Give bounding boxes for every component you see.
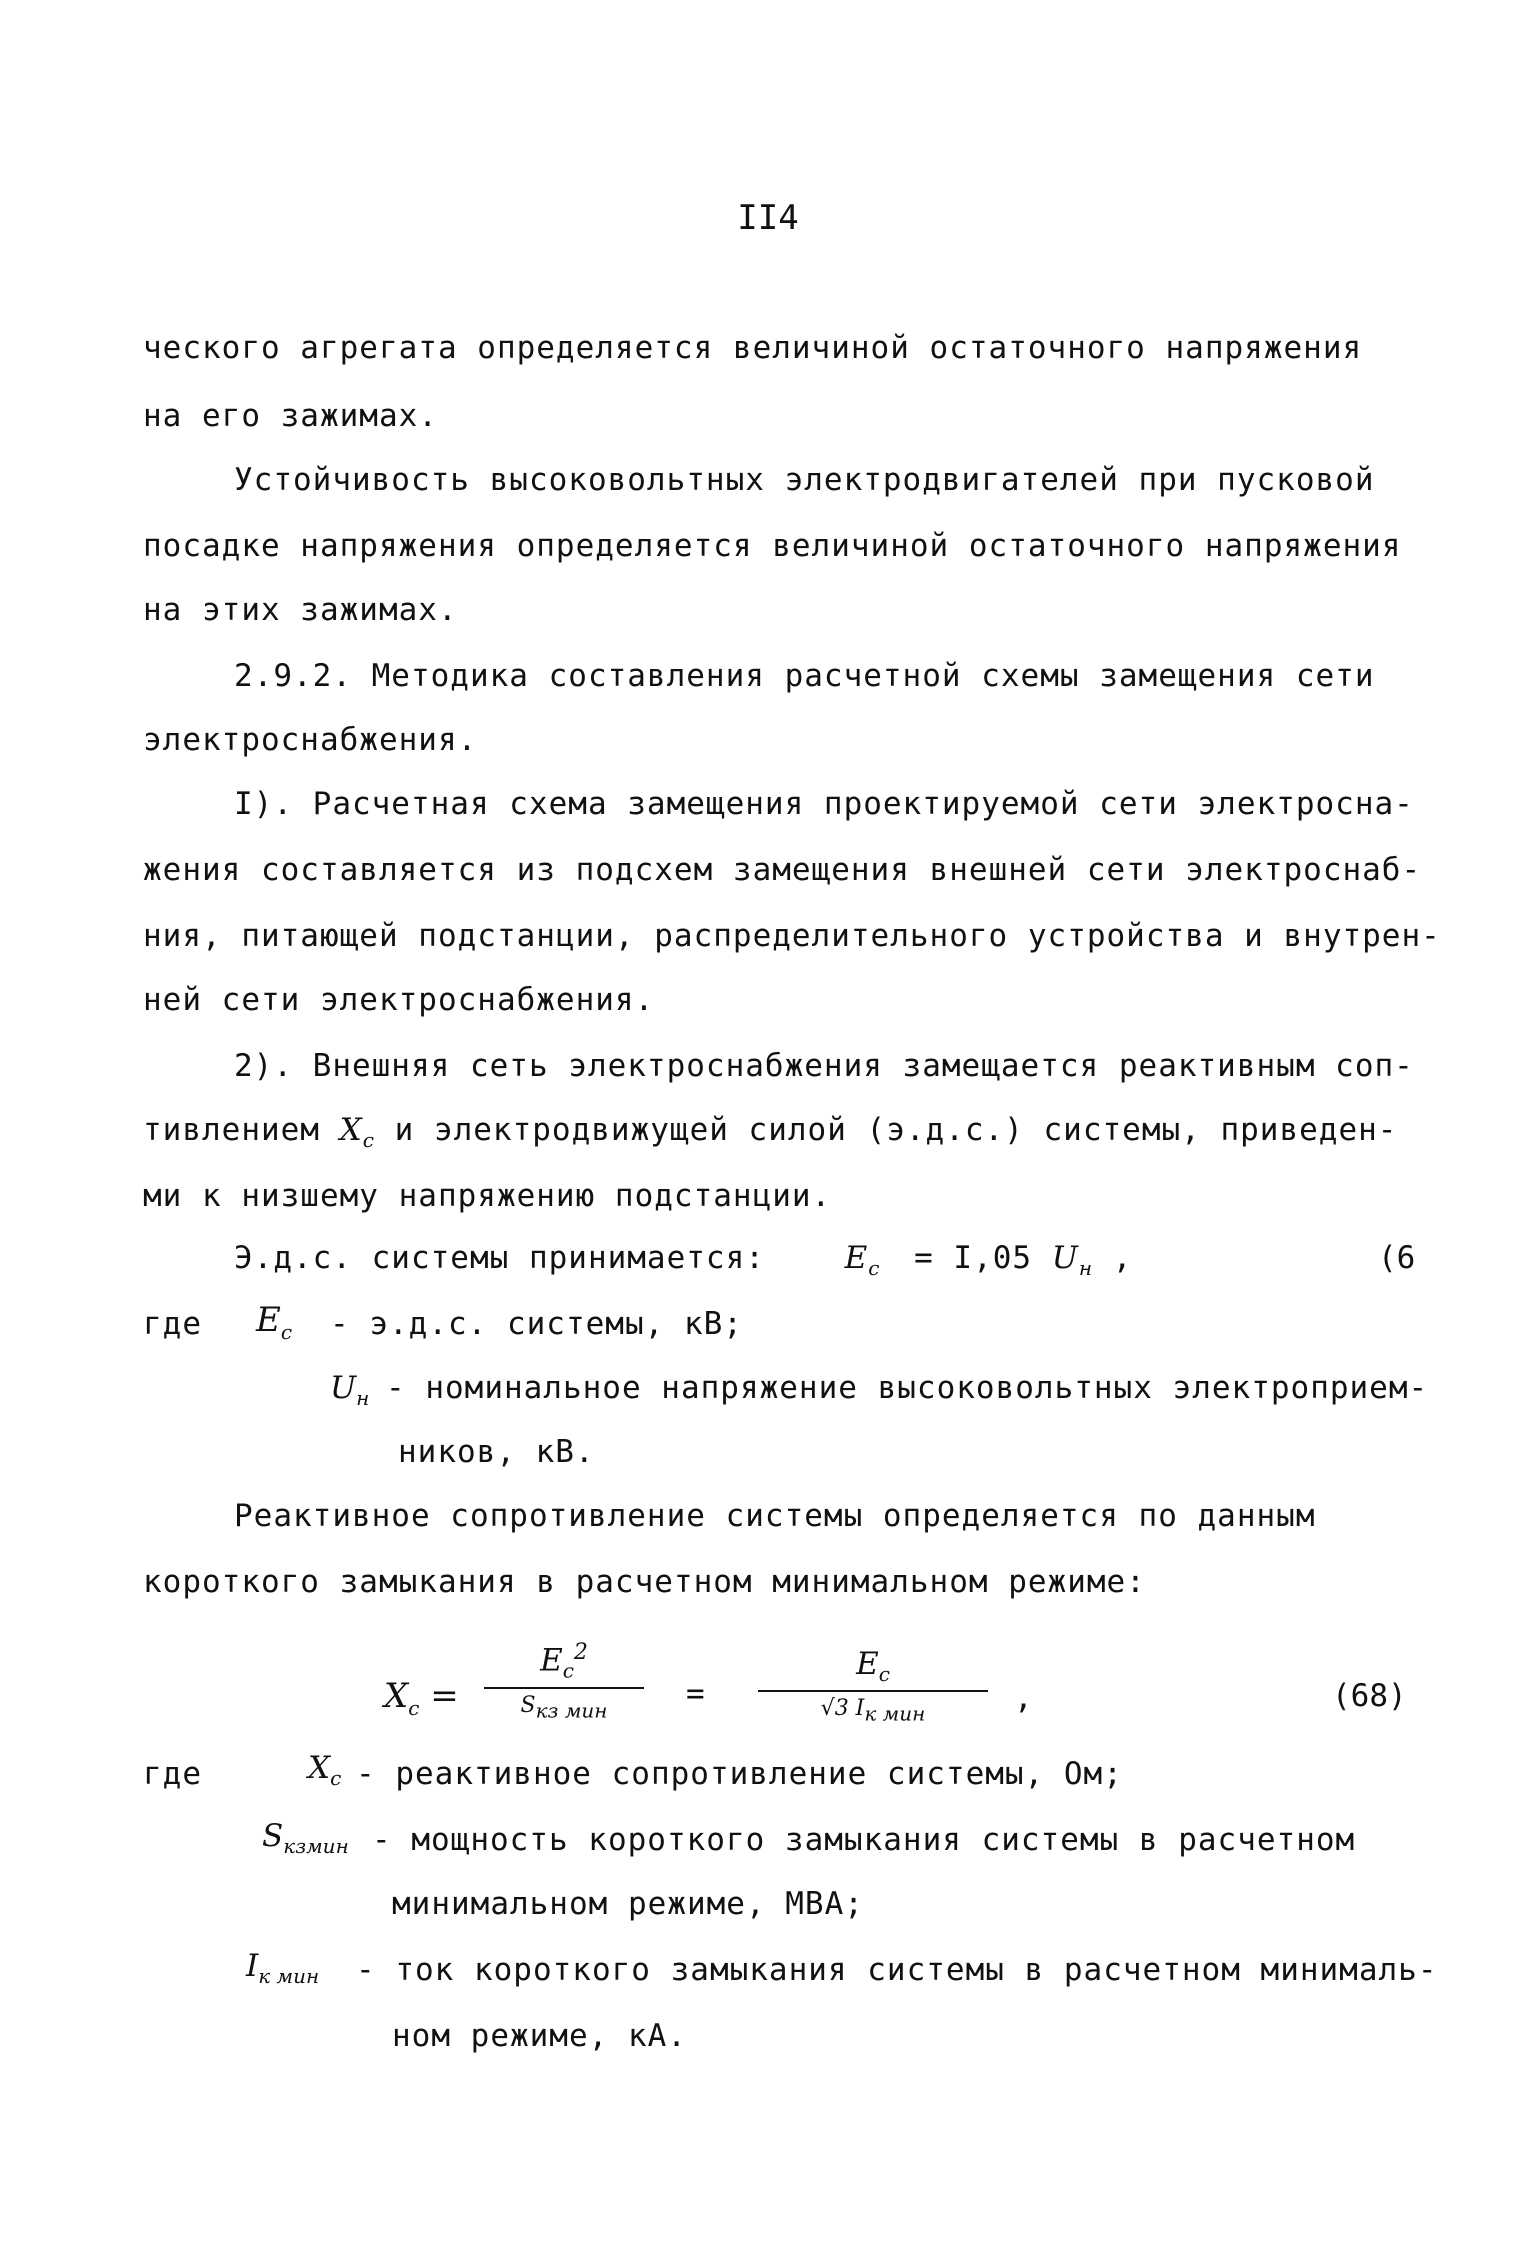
text-line: ней сети электроснабжения.: [143, 982, 655, 1018]
equation-number: (68): [1332, 1678, 1407, 1714]
math-symbol: $E_c$: [844, 1240, 881, 1281]
math-symbol: $X_c$: [308, 1750, 342, 1791]
text-line: на этих зажимах.: [143, 592, 458, 628]
text-line: на его зажимах.: [143, 398, 438, 434]
definition: - мощность короткого замыкания системы в расчетном: [372, 1822, 1356, 1858]
math-symbol: $E_c$: [256, 1300, 293, 1344]
equation-line: Э.д.с. системы принимается: $E_c = I,05$ $U_н$ ,: [234, 1240, 1133, 1281]
definition: ников, кВ.: [398, 1434, 595, 1470]
where-word: где: [143, 1306, 202, 1342]
fraction: [484, 1640, 644, 1722]
text-line: Реактивное сопротивление системы определяется по данным: [234, 1498, 1316, 1534]
math-symbol: $I_{к мин}$: [246, 1948, 320, 1989]
fraction: [758, 1646, 988, 1726]
text-line: ческого агрегата определяется величиной остаточного напряжения: [143, 330, 1363, 366]
text-line: электроснабжения.: [143, 722, 478, 758]
text-line: жения составляется из подсхем замещения внешней сети электроснаб-: [143, 852, 1422, 888]
text-line: ния, питающей подстанции, распределительного устройства и внутрен-: [143, 918, 1441, 954]
math-symbol: $U_н$: [1051, 1240, 1094, 1281]
text-line: [143, 1112, 1397, 1152]
equation-number: (6: [1378, 1240, 1416, 1276]
comma: ,: [1014, 1680, 1033, 1716]
list-item: I). Расчетная схема замещения проектируемой сети электросна-: [234, 786, 1414, 822]
text-line: Устойчивость высоковольтных электродвигателей при пусковой: [234, 462, 1375, 498]
definition: ном режиме, кА.: [392, 2018, 687, 2054]
definition: - номинальное напряжение высоковольтных электроприем-: [386, 1370, 1429, 1406]
math-symbol: $S_{кзмин}$: [262, 1818, 349, 1859]
text-line: ми к низшему напряжению подстанции.: [143, 1178, 832, 1214]
definition: - ток короткого замыкания системы в расчетном минималь-: [356, 1952, 1438, 1988]
denominator: $S_{кз мин}$: [520, 1692, 608, 1722]
definition: минимальном режиме, МВА;: [392, 1886, 864, 1922]
sqrt-symbol: √3: [820, 1696, 849, 1722]
list-item: 2). Внешняя сеть электроснабжения замещается реактивным соп-: [234, 1048, 1414, 1084]
denominator: √3 $I_{к мин}$: [820, 1696, 926, 1726]
numerator: $E_c$: [758, 1646, 988, 1692]
definition: - э.д.с. системы, кВ;: [330, 1306, 743, 1342]
page-number: II4: [737, 198, 799, 238]
text-fragment: тивлением: [143, 1112, 320, 1148]
equals-sign: =: [686, 1676, 705, 1712]
text-fragment: и электродвижущей силой (э.д.с.) системы, приведен-: [394, 1112, 1398, 1148]
math-symbol: $X_c$: [339, 1112, 375, 1153]
text-line: короткого замыкания в расчетном минимальном режиме:: [143, 1564, 1146, 1600]
equation-lead: Э.д.с. системы принимается:: [234, 1240, 765, 1276]
definition: - реактивное сопротивление системы, Ом;: [356, 1756, 1123, 1792]
equation-rhs: = I,05: [914, 1240, 1033, 1276]
math-symbol: $X_c$ =: [384, 1676, 459, 1720]
text-line: посадке напряжения определяется величиной остаточного напряжения: [143, 528, 1402, 564]
section-heading: 2.9.2. Методика составления расчетной схемы замещения сети: [234, 658, 1375, 694]
math-symbol: $U_н$: [330, 1370, 370, 1411]
numerator: $E_c^2$: [484, 1640, 644, 1689]
where-word: где: [143, 1756, 202, 1792]
